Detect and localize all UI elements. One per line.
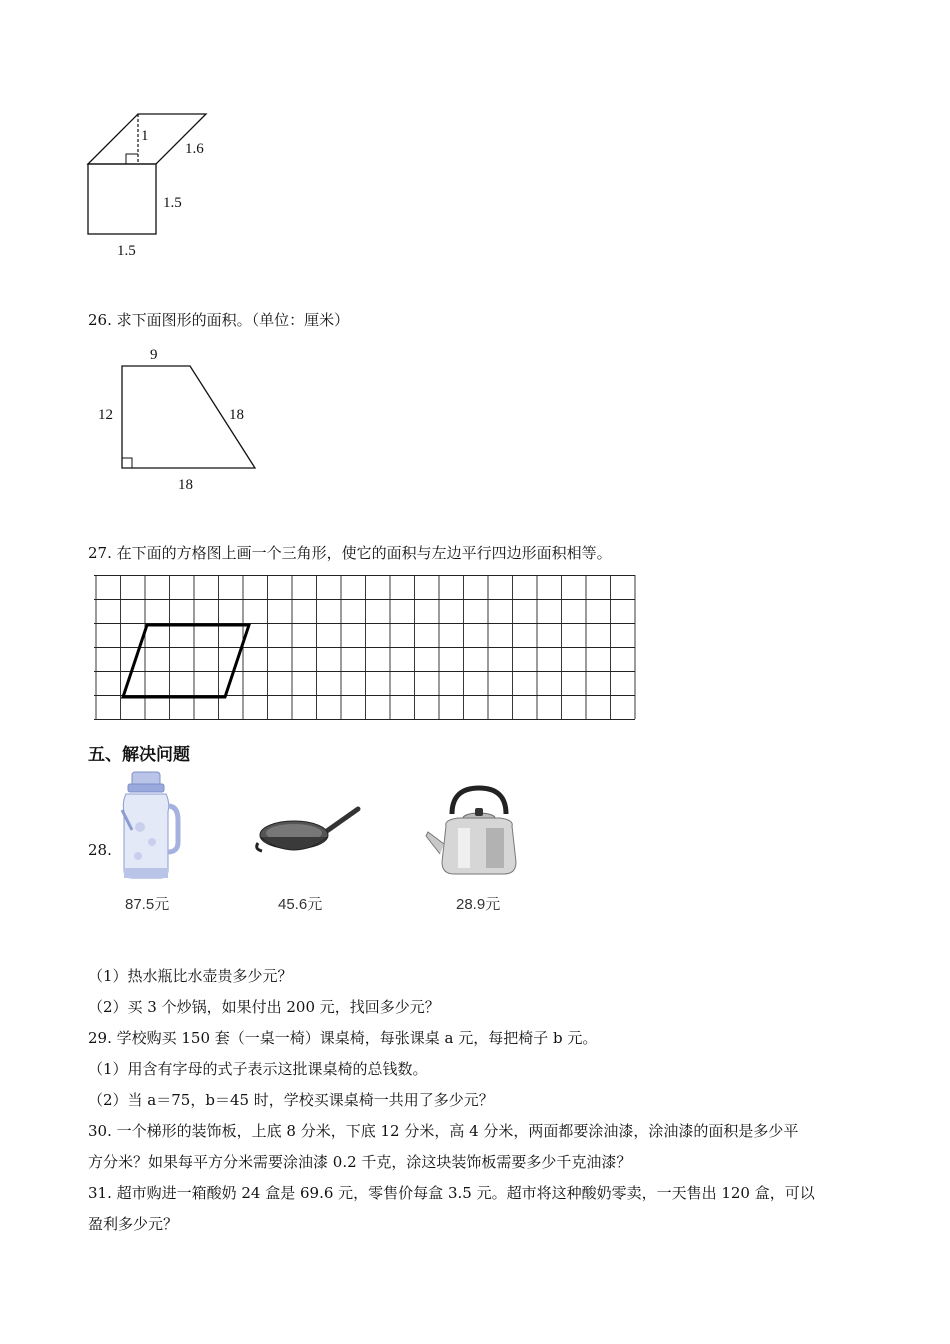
- q31-line1: 31. 超市购进一箱酸奶 24 盒是 69.6 元，零售价每盒 3.5 元。超市将这种酸奶零卖，一天售出 120 盒，可以: [88, 1184, 815, 1202]
- kettle-price: 28.9元: [456, 896, 501, 913]
- q25-label-slant: 1.6: [185, 141, 204, 157]
- q26-label-top: 9: [150, 347, 158, 363]
- thermos-icon: [112, 772, 182, 882]
- q31-line2: 盈利多少元？: [88, 1215, 179, 1233]
- q29-sub1: （1）用含有字母的式子表示这批课桌椅的总钱数。: [88, 1060, 428, 1078]
- q28-sub1: （1）热水瓶比水壶贵多少元？: [88, 967, 293, 985]
- q25-label-side: 1.5: [163, 195, 182, 211]
- wok-icon: [254, 805, 364, 865]
- wok-price: 45.6元: [278, 896, 323, 913]
- q25-label-top: 1: [141, 128, 149, 144]
- q25-label-bottom: 1.5: [117, 243, 136, 259]
- q26-label-right: 18: [229, 407, 244, 423]
- q26-label-left: 12: [98, 407, 113, 423]
- q29-sub2: （2）当 a＝75，b＝45 时，学校买课桌椅一共用了多少元？: [88, 1091, 494, 1109]
- q30-line1: 30. 一个梯形的装饰板，上底 8 分米，下底 12 分米，高 4 分米，两面都要涂油漆，涂油漆的面积是多少平: [88, 1122, 799, 1140]
- q29-text: 29. 学校购买 150 套（一桌一椅）课桌椅，每张课桌 a 元，每把椅子 b 元。: [88, 1029, 598, 1047]
- q26-right-angle-mark: [122, 458, 132, 468]
- q30-line2: 方分米？如果每平方分米需要涂油漆 0.2 千克，涂这块装饰板需要多少千克油漆？: [88, 1153, 632, 1171]
- q27-text: 27. 在下面的方格图上画一个三角形，使它的面积与左边平行四边形面积相等。: [88, 544, 612, 562]
- kettle-icon: [424, 784, 524, 879]
- q26-text: 26. 求下面图形的面积。（单位：厘米）: [88, 311, 350, 329]
- thermos-price: 87.5元: [125, 896, 170, 913]
- q27-grid[interactable]: [94, 575, 639, 720]
- q27-parallelogram: [123, 625, 249, 697]
- q26-label-bottom: 18: [178, 477, 193, 493]
- q28-number: 28.: [88, 841, 112, 859]
- q28-sub2: （2）买 3 个炒锅，如果付出 200 元，找回多少元？: [88, 998, 440, 1016]
- section5-title: 五、解决问题: [88, 745, 190, 765]
